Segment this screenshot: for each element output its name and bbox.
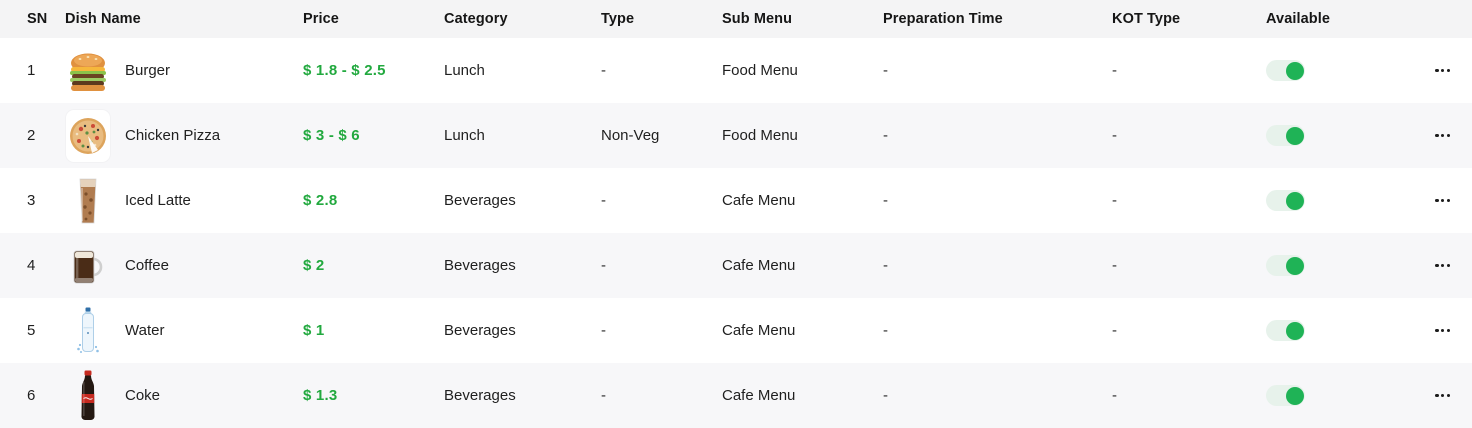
category-value: Beverages: [444, 322, 516, 339]
price-value: $ 3 - $ 6: [303, 127, 360, 144]
col-header-category: Category: [444, 11, 508, 27]
pizza-image: [66, 110, 110, 162]
kot-type-value: -: [1112, 257, 1117, 274]
category-value: Beverages: [444, 192, 516, 209]
toggle-knob: [1286, 127, 1304, 145]
type-value: -: [601, 387, 606, 404]
ellipsis-icon: [1435, 199, 1450, 202]
price-value: $ 2.8: [303, 192, 338, 209]
row-actions-button[interactable]: [1433, 323, 1452, 338]
row-sn: 3: [27, 192, 36, 209]
ellipsis-icon: [1435, 264, 1450, 267]
sub-menu-value: Food Menu: [722, 62, 798, 79]
table-row: [0, 168, 1472, 233]
preparation-time-value: -: [883, 257, 888, 274]
dish-name: Water: [125, 322, 165, 339]
preparation-time-value: -: [883, 192, 888, 209]
sub-menu-value: Cafe Menu: [722, 387, 796, 404]
available-toggle[interactable]: [1266, 60, 1305, 81]
row-sn: 5: [27, 322, 36, 339]
toggle-knob: [1286, 257, 1304, 275]
preparation-time-value: -: [883, 322, 888, 339]
coffee-image: [66, 240, 110, 292]
table-row: [0, 103, 1472, 168]
table-row: [0, 298, 1472, 363]
toggle-knob: [1286, 322, 1304, 340]
sub-menu-value: Cafe Menu: [722, 322, 796, 339]
burger-image: [66, 45, 110, 97]
type-value: -: [601, 62, 606, 79]
preparation-time-value: -: [883, 127, 888, 144]
col-header-sub-menu: Sub Menu: [722, 11, 793, 27]
kot-type-value: -: [1112, 322, 1117, 339]
col-header-sn: SN: [27, 11, 48, 27]
dish-name: Iced Latte: [125, 192, 191, 209]
kot-type-value: -: [1112, 62, 1117, 79]
category-value: Beverages: [444, 257, 516, 274]
table-row: [0, 38, 1472, 103]
price-value: $ 1.8 - $ 2.5: [303, 62, 386, 79]
available-toggle[interactable]: [1266, 320, 1305, 341]
kot-type-value: -: [1112, 127, 1117, 144]
category-value: Lunch: [444, 127, 485, 144]
table-row: [0, 233, 1472, 298]
table-row: [0, 363, 1472, 428]
ellipsis-icon: [1435, 69, 1450, 72]
type-value: -: [601, 257, 606, 274]
row-actions-button[interactable]: [1433, 63, 1452, 78]
kot-type-value: -: [1112, 387, 1117, 404]
row-actions-button[interactable]: [1433, 128, 1452, 143]
col-header-dish-name: Dish Name: [65, 11, 141, 27]
col-header-type: Type: [601, 11, 635, 27]
category-value: Beverages: [444, 387, 516, 404]
dish-name: Coke: [125, 387, 161, 404]
kot-type-value: -: [1112, 192, 1117, 209]
available-toggle[interactable]: [1266, 255, 1305, 276]
available-toggle[interactable]: [1266, 385, 1305, 406]
type-value: -: [601, 192, 606, 209]
available-toggle[interactable]: [1266, 190, 1305, 211]
row-sn: 1: [27, 62, 36, 79]
price-value: $ 2: [303, 257, 325, 274]
coke-image: [66, 370, 110, 422]
dish-name: Chicken Pizza: [125, 127, 221, 144]
ellipsis-icon: [1435, 134, 1450, 137]
water-image: [66, 305, 110, 357]
ellipsis-icon: [1435, 329, 1450, 332]
type-value: Non-Veg: [601, 127, 660, 144]
row-sn: 4: [27, 257, 36, 274]
toggle-knob: [1286, 62, 1304, 80]
row-actions-button[interactable]: [1433, 388, 1452, 403]
sub-menu-value: Cafe Menu: [722, 192, 796, 209]
sub-menu-value: Food Menu: [722, 127, 798, 144]
row-actions-button[interactable]: [1433, 258, 1452, 273]
dish-name: Burger: [125, 62, 171, 79]
row-sn: 6: [27, 387, 36, 404]
type-value: -: [601, 322, 606, 339]
category-value: Lunch: [444, 62, 485, 79]
dish-name: Coffee: [125, 257, 169, 274]
row-actions-button[interactable]: [1433, 193, 1452, 208]
table-header: [0, 0, 1472, 38]
col-header-price: Price: [303, 11, 339, 27]
row-sn: 2: [27, 127, 36, 144]
toggle-knob: [1286, 387, 1304, 405]
preparation-time-value: -: [883, 62, 888, 79]
col-header-available: Available: [1266, 11, 1331, 27]
col-header-preparation-time: Preparation Time: [883, 11, 1003, 27]
price-value: $ 1.3: [303, 387, 338, 404]
col-header-kot-type: KOT Type: [1112, 11, 1181, 27]
iced-latte-image: [66, 175, 110, 227]
available-toggle[interactable]: [1266, 125, 1305, 146]
ellipsis-icon: [1435, 394, 1450, 397]
price-value: $ 1: [303, 322, 325, 339]
toggle-knob: [1286, 192, 1304, 210]
sub-menu-value: Cafe Menu: [722, 257, 796, 274]
preparation-time-value: -: [883, 387, 888, 404]
